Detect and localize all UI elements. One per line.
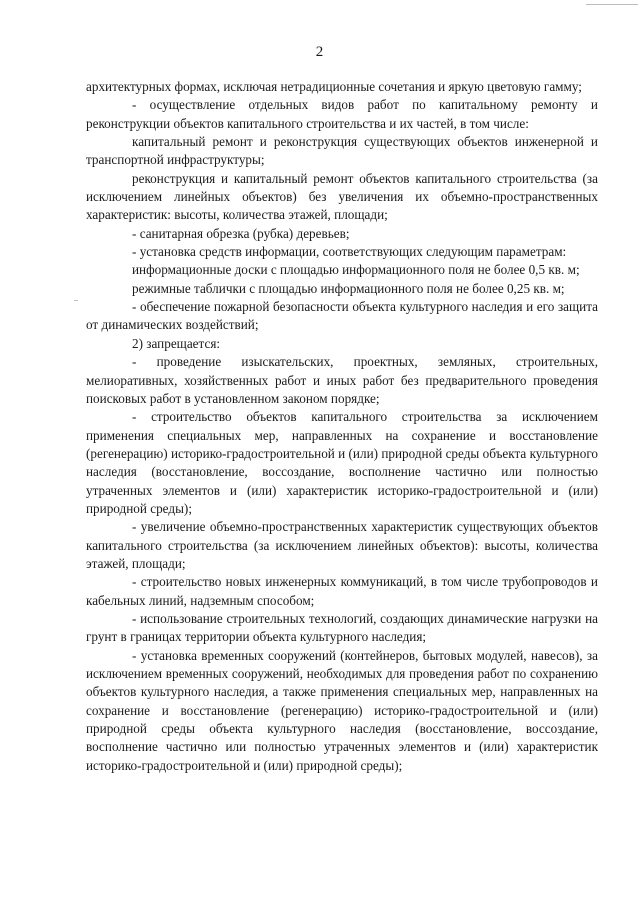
paragraph: режимные таблички с площадью информационного поля не более 0,25 кв. м; <box>132 280 565 296</box>
scan-margin-mark <box>74 300 78 301</box>
scan-edge-mark <box>586 4 638 5</box>
paragraph: - осуществление отдельных видов работ по капитальному ремонту и реконструкции объектов капитального строительства и их частей, в том числе: <box>86 97 598 131</box>
page-number: 2 <box>315 44 324 60</box>
paragraph: - проведение изыскательских, проектных, земляных, строительных, мелиоративных, хозяйственных работ и иных работ без предварительного проведения поисковых работ в установленном законом порядке; <box>86 354 598 406</box>
paragraph: - увеличение объемно-пространственных характеристик существующих объектов капитального строительства (за исключением линейных объектов): высоты, количества этажей, площади; <box>86 519 598 571</box>
paragraph: - установка временных сооружений (контейнеров, бытовых модулей, навесов), за исключением временных сооружений, необходимых для проведения работ по сохранению объектов культурного наследия, а также применения специальных мер, направленных на сохранение и восстановление (регенерацию) историко-градостроительной и (или) природной среды объекта культурного наследия (восстановление, воссоздание, восполнение частично или полностью утраченных элементов и (или) характеристик историко-градостроительной и (или) природной среды); <box>86 647 598 773</box>
paragraph: - установка средств информации, соответствующих следующим параметрам: <box>132 244 567 260</box>
paragraph: реконструкция и капитальный ремонт объектов капитального строительства (за исключением линейных объектов) без увеличения их объемно-пространственных характеристик: высоты, количества этажей, площади; <box>86 170 598 223</box>
paragraph: - обеспечение пожарной безопасности объекта культурного наследия и его защита от динамических воздействий; <box>86 299 598 333</box>
paragraph: 2) запрещается: <box>132 335 221 351</box>
paragraph: архитектурных формах, исключая нетрадиционные сочетания и яркую цветовую гамму; <box>86 79 582 94</box>
paragraph: капитальный ремонт и реконструкция существующих объектов инженерной и транспортной инфраструктуры; <box>86 134 598 168</box>
document-body <box>86 78 598 775</box>
paragraph: - использование строительных технологий, создающих динамические нагрузки на грунт в границах территории объекта культурного наследия; <box>86 610 598 645</box>
paragraph: - строительство объектов капитального строительства за исключением применения специальных мер, направленных на сохранение и восстановление (регенерацию) историко-градостроительной и (или) природной среды объекта культурного наследия (восстановление, воссоздание, восполнение частично или полностью утраченных элементов и (или) характеристик историко-градостроительной и (или) природной среды); <box>86 409 598 516</box>
paragraph: - санитарная обрезка (рубка) деревьев; <box>132 225 350 241</box>
paragraph: информационные доски с площадью информационного поля не более 0,5 кв. м; <box>132 262 580 278</box>
paragraph: - строительство новых инженерных коммуникаций, в том числе трубопроводов и кабельных линий, надземным способом; <box>86 574 598 608</box>
